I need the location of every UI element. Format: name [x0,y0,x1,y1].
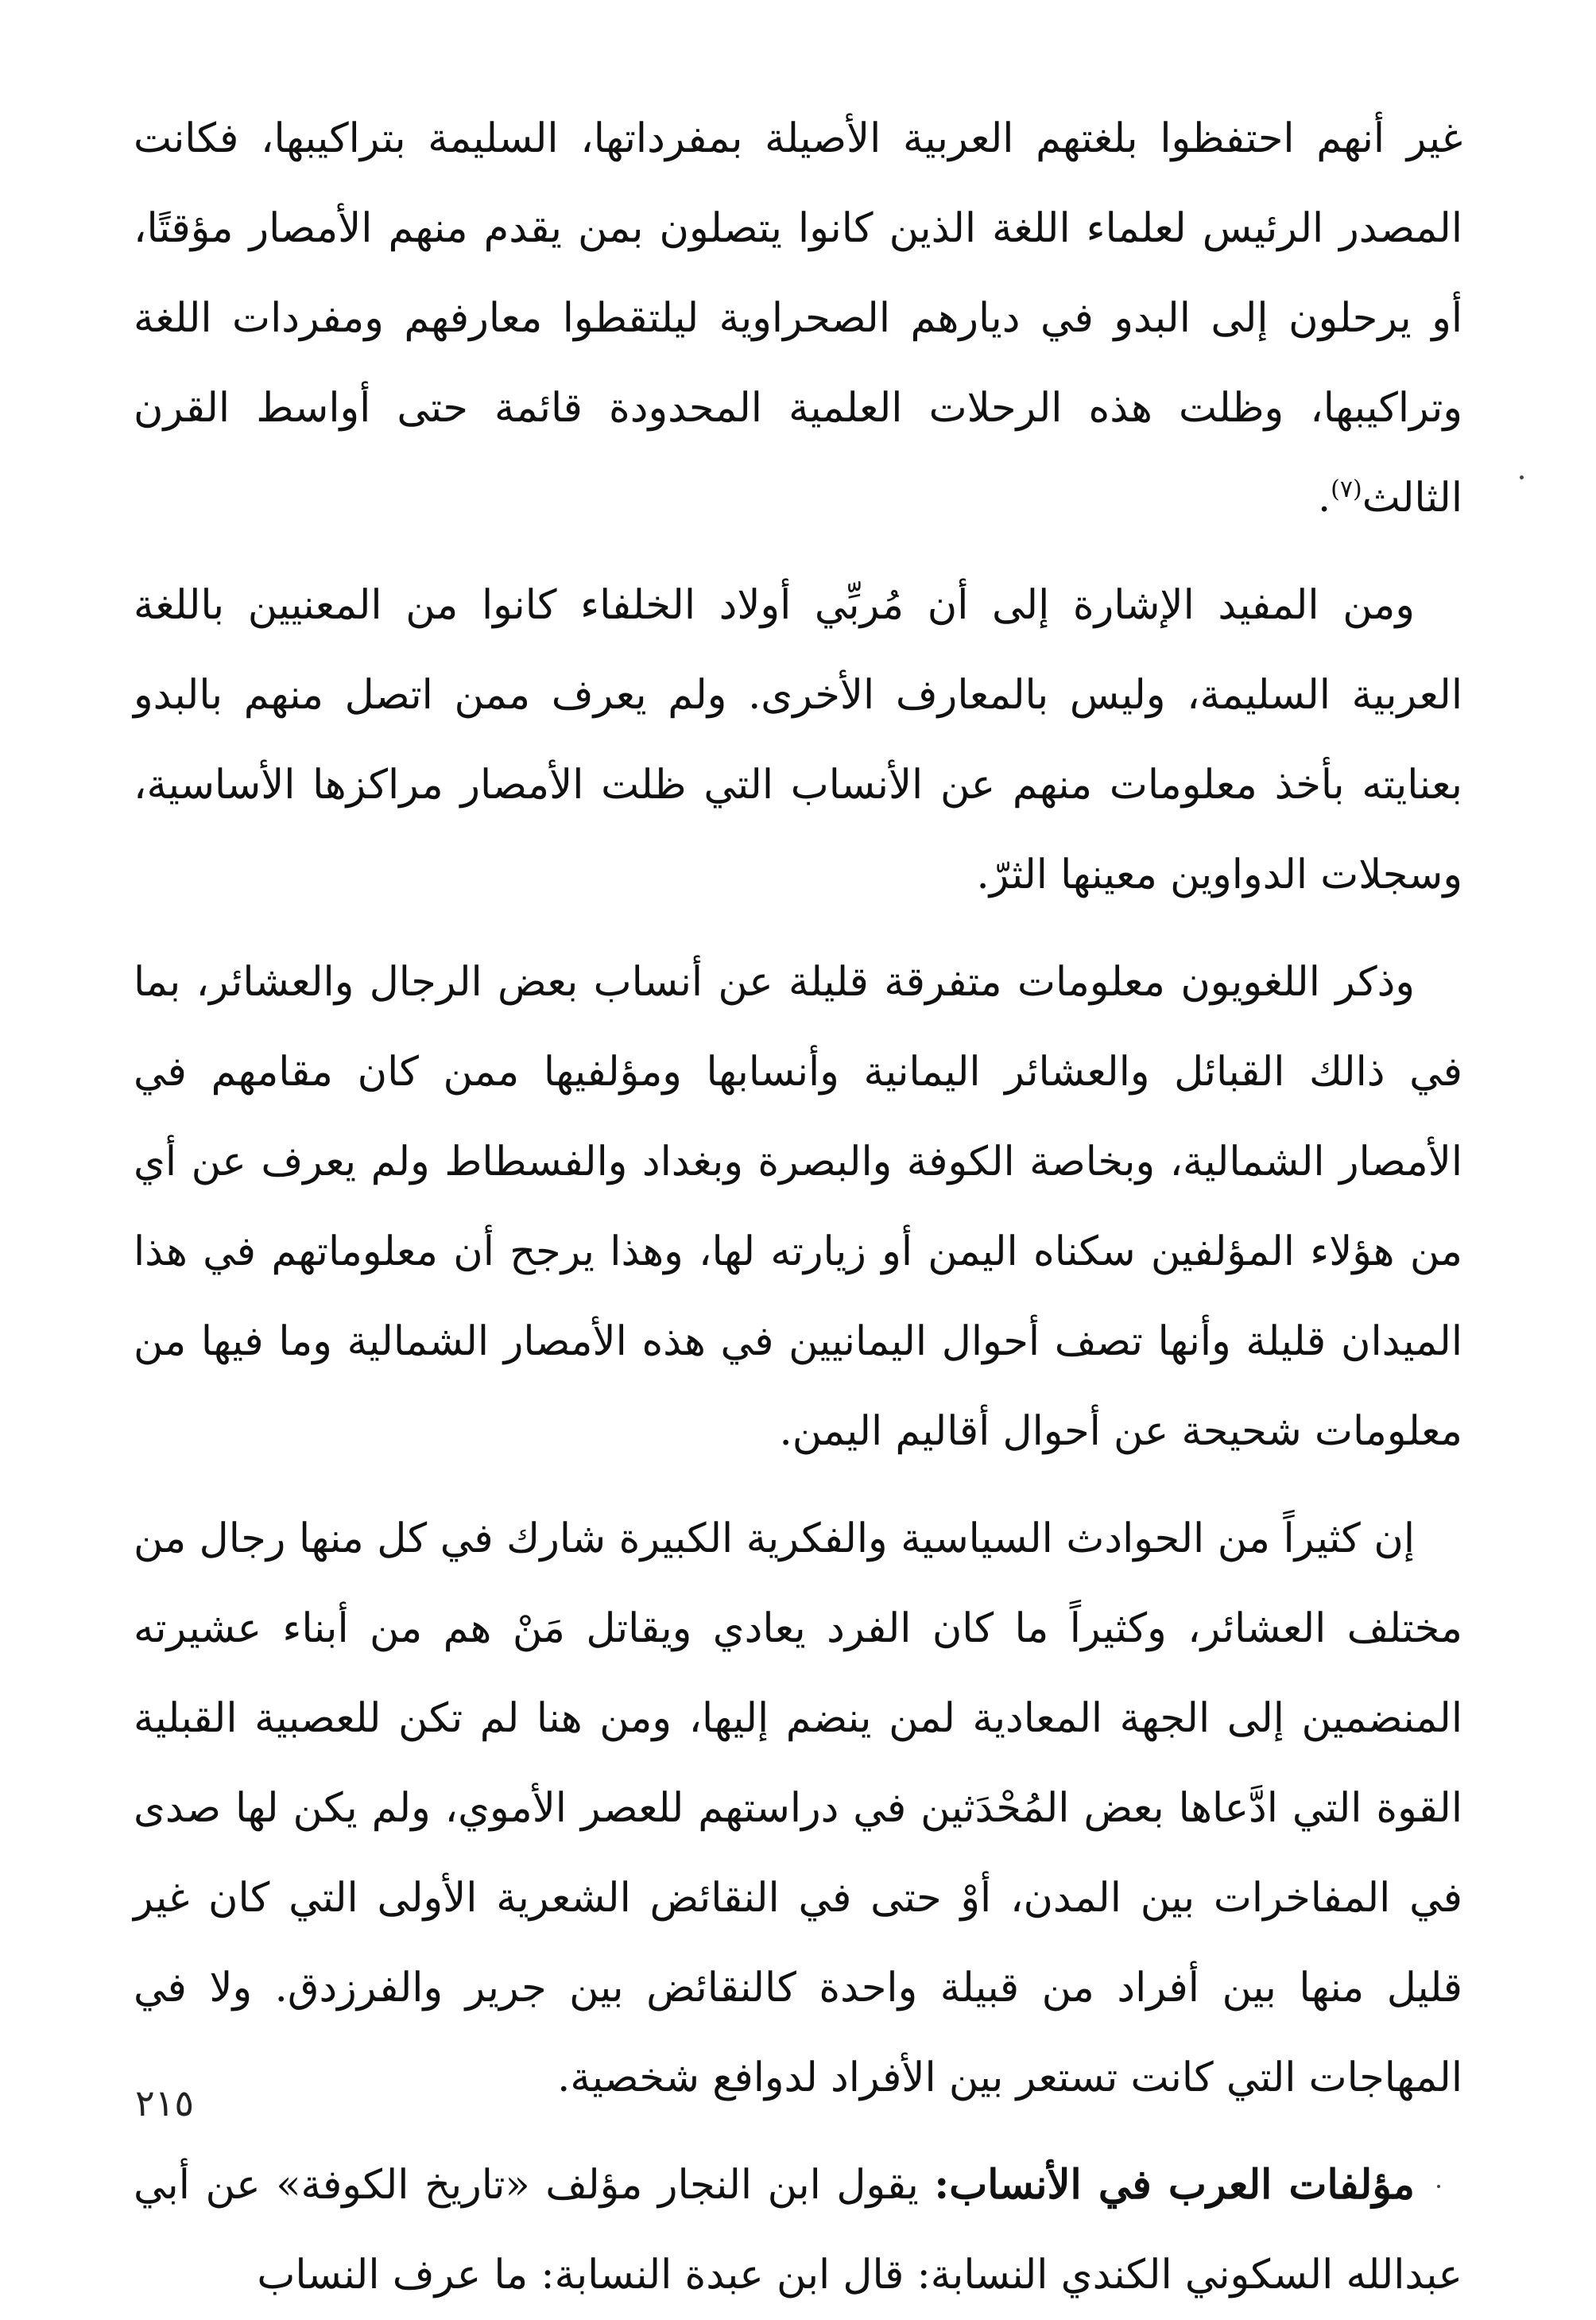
paragraph-2: ومن المفيد الإشارة إلى أن مُربِّي أولاد الخلفاء كانوا من المعنيين باللغة العربية السليمة، وليس بالمعارف الأخرى. ولم يعرف ممن اتصل منهم بالبدو بعنايته بأخذ معلومات منهم عن الأنساب التي ظلت الأمصار مراكزها الأساسية، وسجلات الدواوين معينها الثرّ. [134,582,1462,898]
book-page [134,94,1462,2299]
paragraph-3: وذكر اللغويون معلومات متفرقة قليلة عن أنساب بعض الرجال والعشائر، بما في ذالك القبائل والعشائر اليمانية وأنسابها ومؤلفيها ممن كان مقامهم في الأمصار الشمالية، وبخاصة الكوفة والبصرة وبغداد والفسطاط ولم يعرف عن أي من هؤلاء المؤلفين سكناه اليمن أو زيارته لها، وهذا يرجح أن معلوماتهم في هذا الميدان قليلة وأنها تصف أحوال اليمانيين في هذه الأمصار الشمالية وما فيها من معلومات شحيحة عن أحوال أقاليم اليمن. [134,959,1462,1455]
paragraph-1 [134,94,1462,543]
scan-speck [1520,475,1524,479]
paragraph-5 [134,2140,1462,2320]
footnote-marker: (٧) [1331,475,1362,503]
section-heading: مؤلفات العرب في الأنساب: [934,2161,1416,2209]
paragraph-1-end: . [1317,475,1331,522]
paragraph-5-text: يقول ابن النجار مؤلف «تاريخ الكوفة» عن أبي عبدالله السكوني الكندي النسابة: قال ابن عبدة النسابة: ما عرف النساب [134,2162,1462,2299]
paragraph-4: إن كثيراً من الحوادث السياسية والفكرية الكبيرة شارك في كل منها رجال من مختلف العشائر، وكثيراً ما كان الفرد يعادي ويقاتل مَنْ هم من أبناء عشيرته المنضمين إلى الجهة المعادية لمن ينضم إليها، ومن هنا لم تكن للعصبية القبلية القوة التي ادَّعاها بعض المُحْدَثين في دراستهم للعصر الأموي، ولم يكن لها صدى في المفاخرات بين المدن، أوْ حتى في النقائض الشعرية الأولى التي كان غير قليل منها بين أفراد من قبيلة واحدة كالنقائض بين جرير والفرزدق. ولا في المهاجات التي كانت تستعر بين الأفراد لدوافع شخصية. [134,1515,1462,2101]
paragraph-1-text: غير أنهم احتفظوا بلغتهم العربية الأصيلة بمفرداتها، السليمة بتراكيبها، فكانت المصدر الرئيس لعلماء اللغة الذين كانوا يتصلون بمن يقدم منهم الأمصار مؤقتًا، أو يرحلون إلى البدو في ديارهم الصحراوية ليلتقطوا معارفهم ومفردات اللغة وتراكيبها، وظلت هذه الرحلات العلمية المحدودة قائمة حتى أواسط القرن الثالث [134,115,1462,522]
page-number: ٢١٥ [135,2081,195,2124]
scan-speck [1437,2185,1440,2188]
